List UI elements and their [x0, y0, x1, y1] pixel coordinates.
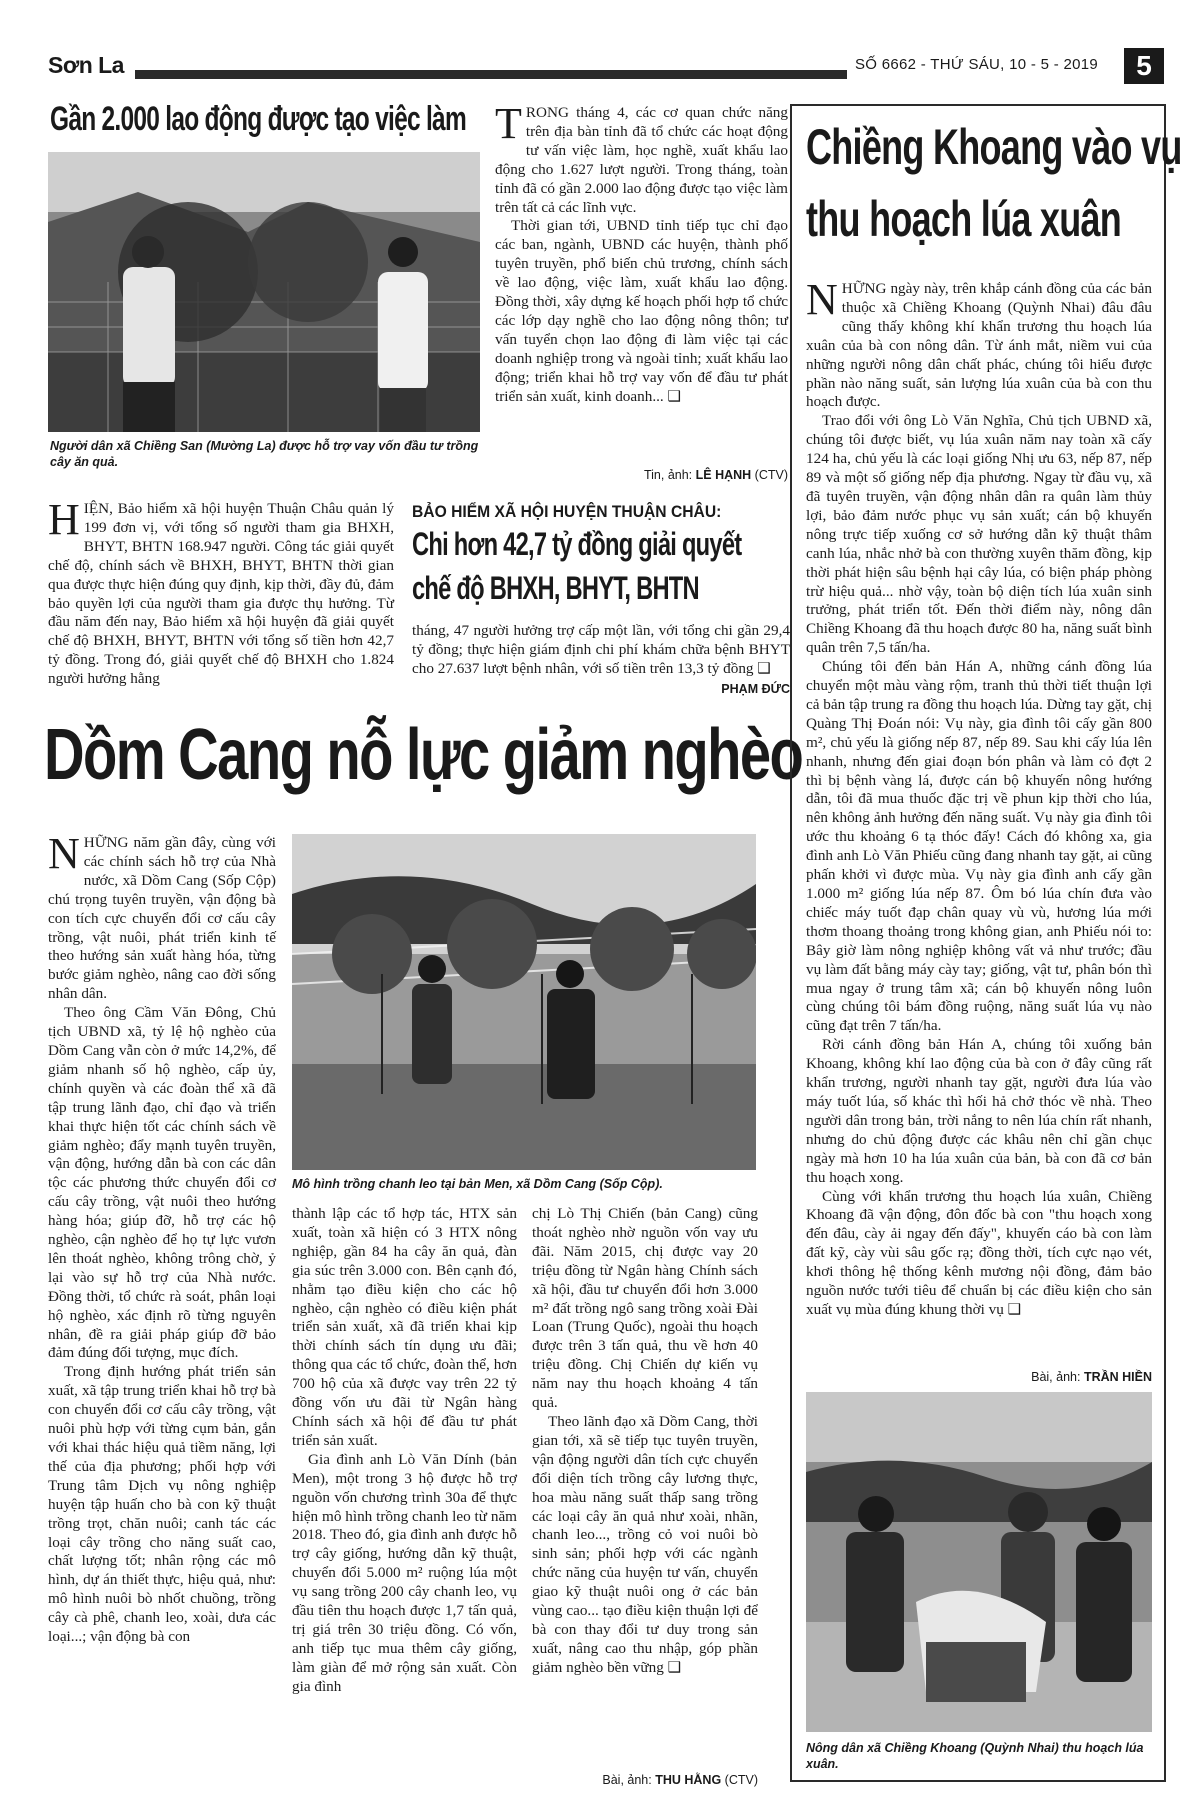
article3-byline: Bài, ảnh: THU HẰNG (CTV): [602, 1773, 758, 1787]
article2-dropcap: H: [48, 495, 80, 544]
article4-title-line2: thu hoạch lúa xuân: [806, 191, 1122, 247]
article1-para-2: Thời gian tới, UBND tỉnh tiếp tục chỉ đạo các ban, ngành, UBND các huyện, thành phố tuyên truyền, phổ biến chủ trương, chính sách về lao động, việc làm, xuất khẩu lao động. Đồng thời, xây dựng kế hoạch phối hợp tổ chức các lớp dạy nghề cho lao động nông thôn; tư vấn tuyển chọn lao động đi làm việc tại các doanh nghiệp trong và ngoài tỉnh; xuất khẩu lao động; triển khai hỗ trợ vay vốn để đầu tư phát triển sản xuất, kinh doanh... ❑: [495, 217, 788, 405]
masthead-rule: [135, 70, 847, 79]
article3-title: Dồm Cang nỗ lực giảm nghèo: [44, 715, 803, 795]
article3-photo: [292, 834, 756, 1170]
article2-kicker: BẢO HIỂM XÃ HỘI HUYỆN THUẬN CHÂU:: [412, 502, 722, 521]
article4-dropcap: N: [806, 275, 838, 324]
article1-byline: Tin, ảnh: LÊ HẠNH (CTV): [643, 468, 788, 482]
article1-body: [495, 99, 788, 407]
article3-body-col1: NHỮNG năm gần đây, cùng với các chính sách hỗ trợ của Nhà nước, xã Dồm Cang (Sốp Cộp) chú trọng tuyên truyền, vận động bà con tích cực chuyển đổi cơ cấu cây trồng, vật nuôi, phát triển kinh tế theo hướng sản xuất hàng hóa, từng bước giảm nghèo, nâng cao đời sống nhân dân. Theo ông Cầm Văn Đông, Chủ tịch UBND xã, tỷ lệ hộ nghèo của Dồm Cang vẫn còn ở mức 14,2%, để giảm nhanh số hộ nghèo, cấp ủy, chính quyền và các đoàn thể xã đã tập trung lãnh đạo, chỉ đạo và triển khai thực hiện tốt các chính sách về giảm nghèo; đẩy mạnh tuyên truyền, vận động, hướng dẫn bà con các dân tộc các phương thức chuyển đổi cơ cấu cây trồng, vật nuôi theo hướng hàng hóa; giúp đỡ, hỗ trợ các hộ nghèo, cận nghèo để họ tự lực vươn lên thoát nghèo, không trông chờ, ỷ lại vào sự hỗ trợ của Nhà nước. Đồng thời, tổ chức rà soát, phân loại hộ nghèo, xác định rõ từng nguyên nhân, đề ra giải pháp giúp đỡ bảo đảm đúng đối tượng, mục đích. Trong định hướng phát triển sản xuất, xã tập trung triển khai hỗ trợ bà con chuyển đổi cơ cấu cây trồng, vật nuôi phù hợp với từng cụm bản, gắn với khai thác hiệu quả tiềm năng, lợi thế của địa phương; phối hợp với Trung tâm Dịch vụ nông nghiệp huyện tập huấn cho bà con kỹ thuật trồng trọt, chăn nuôi; canh tác các loại cây trồng cho năng suất cao, chất lượng tốt; nhân rộng các mô hình, dự án thiết thực, hiệu quả, như: mô hình nuôi bò nhốt chuồng, trồng cây cà phê, chanh leo, xoài, dưa các loại...; vận động bà con: [48, 829, 276, 1646]
article3-body-col3: chị Lò Thị Chiến (bản Cang) cũng thoát nghèo nhờ nguồn vốn vay ưu đãi. Năm 2015, chị được vay 20 triệu đồng từ Ngân hàng Chính sách xã hội, đầu tư chuyển đổi hơn 3.000 m² đất trồng ngô sang trồng xoài Đài Loan (Trung Quốc), ngoài thu hoạch được trên 3 tấn quả, thu về hơn 40 triệu đồng. Chị Chiến dự kiến vụ năm nay thu hoạch khoảng 4 tấn quả. Theo lãnh đạo xã Dồm Cang, thời gian tới, xã sẽ tiếp tục tuyên truyền, vận động người dân tích cực chuyển đổi diện tích trồng cây lương thực, hoa màu năng suất thấp sang trồng các loại cây ăn quả như xoài, nhãn, chanh leo..., trồng cỏ voi nuôi bò sinh sản; phối hợp với các ngành chức năng của huyện tư vấn, chuyển giao kỹ thuật nuôi ong ở các bản vùng cao... tạo điều kiện thuận lợi để bà con thay đổi tư duy trong sản xuất, nâng cao thu nhập, góp phần giảm nghèo bền vững ❑: [532, 1205, 758, 1676]
article2-body-col2: tháng, 47 người hưởng trợ cấp một lần, với tổng chi gần 29,4 tỷ đồng; thực hiện giám định chi phí khám chữa bệnh BHYT cho 27.637 lượt bệnh nhân, với số tiền trên 13,3 tỷ đồng ❑: [412, 622, 790, 677]
article3-dropcap: N: [48, 829, 80, 878]
article2-title-line1: Chi hơn 42,7 tỷ đồng giải quyết: [412, 526, 742, 562]
article2-byline: PHẠM ĐỨC: [721, 682, 790, 696]
article3-caption: Mô hình trồng chanh leo tại bản Men, xã Dồm Cang (Sốp Cộp).: [292, 1177, 663, 1191]
article4-byline: Bài, ảnh: TRẦN HIỀN: [1031, 1370, 1152, 1384]
article4-photo: [806, 1392, 1152, 1732]
article4-title-line1: Chiềng Khoang vào vụ: [806, 119, 1182, 175]
page-number: 5: [1124, 48, 1164, 84]
article4-body: NHỮNG ngày này, trên khắp cánh đồng của các bản thuộc xã Chiềng Khoang (Quỳnh Nhai) đâu đâu cũng thấy không khí khẩn trương thu hoạch lúa xuân của bà con nông dân. Từ ánh mắt, niềm vui của những người nông dân chất phác, chúng tôi hiểu được phần nào năng suất, sản lượng lúa xuân của bà con thu hoạch được. Trao đổi với ông Lò Văn Nghĩa, Chủ tịch UBND xã, chúng tôi được biết, vụ lúa xuân năm nay toàn xã cấy 124 ha, chủ yếu là các loại giống Nhị ưu 63, nếp 87, nếp 89 và một số giống nếp địa phương. Ngay từ đầu vụ, xã đã tuyên truyền, vận động nhân dân ra quân làm thủy lợi, bảo đảm nước phục vụ sản xuất; cán bộ khuyến nông trực tiếp xuống cơ sở hướng dẫn kỹ thuật thâm canh lúa, nhắc nhở bà con thường xuyên thăm đồng, kịp thời phát hiện sâu bệnh hại cây lúa, có biện pháp phòng trừ hiệu quả... nhờ vậy, toàn bộ diện tích lúa xuân sinh trưởng, phát triển tốt. Đến thời điểm này, nông dân Chiềng Khoang đã thu hoạch được 80 ha, năng suất bình quân trên 7,5 tấn/ha. Chúng tôi đến bản Hán A, những cánh đồng lúa chuyển một màu vàng rộm, tranh thủ thời tiết thuận lợi cả bản tập trung ra đồng thu hoạch lúa. Dừng tay gặt, chị Quàng Thị Đoán nói: Vụ này, gia đình tôi cấy gần 800 m², chủ yếu là giống nếp 87, nếp 89. Sau khi cấy lúa lên nhanh, nhưng đến giai đoạn bón phân và làm cỏ đợt 2 thì bị bệnh vàng lá, được cán bộ khuyến nông hướng dẫn, tôi đã mua thuốc đặc trị về phun kịp thời cho lúa, nên không ảnh hưởng đến năng suất. Vụ này gia đình tôi ước thu khoảng 6 tạ thóc đấy! Cách đó không xa, gia đình anh Lò Văn Phiếu cũng đang nhanh tay gặt, ai cũng phấn khởi vì được mùa. Vụ này gia đình anh cấy gần 1.000 m² giống lúa nếp 87. Ôm bó lúa chín đưa vào chiếc máy tuốt đạp chân quay vù vù, hương lúa mới thơm thoang thoảng trong không gian, anh Phiếu nói to: Bây giờ làm nông nghiệp không vất vả như trước; đầu vụ làm đất bằng máy cày tay; giống, vật tư, phân bón thì mua ngay ở trung tâm xã; cán bộ khuyến nông luôn cùng chúng tôi bám đồng ruộng, năng suất lúa vụ nào cũng đạt trên 7 tấn/ha. Rời cánh đồng bản Hán A, chúng tôi xuống bản Khoang, không khí lao động của bà con ở đây cũng rất khẩn trương, người nhanh tay gặt, người đưa lúa vào máy tuốt lúa, số khác thì hối hả chở thóc về nhà. Theo người dân trong bản, trời nắng to nên lúa chín rất nhanh, nhưng do chủ động được các khâu nên chỉ gần chục ngày mà hơn 10 ha lúa xuân của bản, bà con đã cơ bản thu hoạch xong. Cùng với khẩn trương thu hoạch lúa xuân, Chiềng Khoang đã vận động, đôn đốc bà con "thu hoạch xong đến đâu, cày ải ngay đến đấy", khuyến cáo bà con làm đất kỹ, cày vùi sâu gốc rạ; đồng thời, tích cực nạo vét, khơi thông hệ thống kênh mương nội đồng, đảm bảo nguồn nước tưới tiêu để chuẩn bị các điều kiện cho sản xuất vụ mùa đúng khung thời vụ ❑: [806, 275, 1152, 1318]
article3-body-col2: thành lập các tổ hợp tác, HTX sản xuất, toàn xã hiện có 3 HTX nông nghiệp, gần 84 ha cây ăn quả, đàn gia súc trên 3.000 con. Bên cạnh đó, nhằm tạo điều kiện cho các hộ nghèo, cận nghèo có điều kiện phát triển sản xuất, xã đã triển khai kịp thời chính sách tín dụng ưu đãi; thông qua các tổ chức, đoàn thể, hơn 700 hộ của xã được vay trên 22 tỷ đồng vốn ưu đãi từ Ngân hàng Chính sách xã hội để đầu tư phát triển sản xuất. Gia đình anh Lò Văn Dính (bản Men), một trong 3 hộ được hỗ trợ nguồn vốn chương trình 30a để thực hiện mô hình trồng chanh leo từ năm 2018. Theo đó, gia đình anh được hỗ trợ cây giống, hướng dẫn kỹ thuật, chuyển đổi 5.000 m² ruộng lúa một vụ sang trồng 200 cây chanh leo, vụ đầu tiên thu hoạch được 1,7 tấn quả, trị giá trên 30 triệu đồng. Có vốn, anh tiếp tục mua thêm cây giống, làm giàn để mở rộng sản xuất. Còn gia đình: [292, 1205, 517, 1695]
issue-info: SỐ 6662 - THỨ SÁU, 10 - 5 - 2019: [855, 56, 1099, 73]
masthead-section: Sơn La: [48, 52, 124, 78]
article1-dropcap: T: [495, 99, 522, 148]
article1-title: Gần 2.000 lao động được tạo việc làm: [50, 100, 466, 138]
article2-body-col1: HIỆN, Bảo hiểm xã hội huyện Thuận Châu quản lý 199 đơn vị, với tổng số người tham gia BHXH, BHYT, BHTN 168.947 người. Công tác giải quyết chế độ, chính sách về BHXH, BHYT, BHTN thời gian qua được thực hiện đúng quy định, kịp thời, đầy đủ, đảm bảo quyền lợi của người tham gia được thụ hưởng. Từ đầu năm đến nay, Bảo hiểm xã hội huyện đã giải quyết chế độ BHXH, BHYT, BHTN với tổng số tiền hơn 42,7 tỷ đồng. Trong đó, giải quyết chế độ BHXH cho 1.824 người hưởng hằng: [48, 495, 394, 688]
article4-caption: Nông dân xã Chiềng Khoang (Quỳnh Nhai) thu hoạch lúa xuân.: [806, 1741, 1144, 1771]
article2-title-line2: chế độ BHXH, BHYT, BHTN: [412, 570, 699, 606]
article1-caption: Người dân xã Chiềng San (Mường La) được hỗ trợ vay vốn đầu tư trồng cây ăn quả.: [50, 439, 479, 469]
article1-para-1: RONG tháng 4, các cơ quan chức năng trên địa bàn tỉnh đã tổ chức các hoạt động tư vấn việc làm, học nghề, xuất khẩu lao động cho 1.627 lượt người. Trong tháng, toàn tỉnh đã có gần 2.000 lao động được tạo việc làm trên tất cả các lĩnh vực.: [495, 104, 788, 216]
article1-photo: [48, 152, 480, 432]
